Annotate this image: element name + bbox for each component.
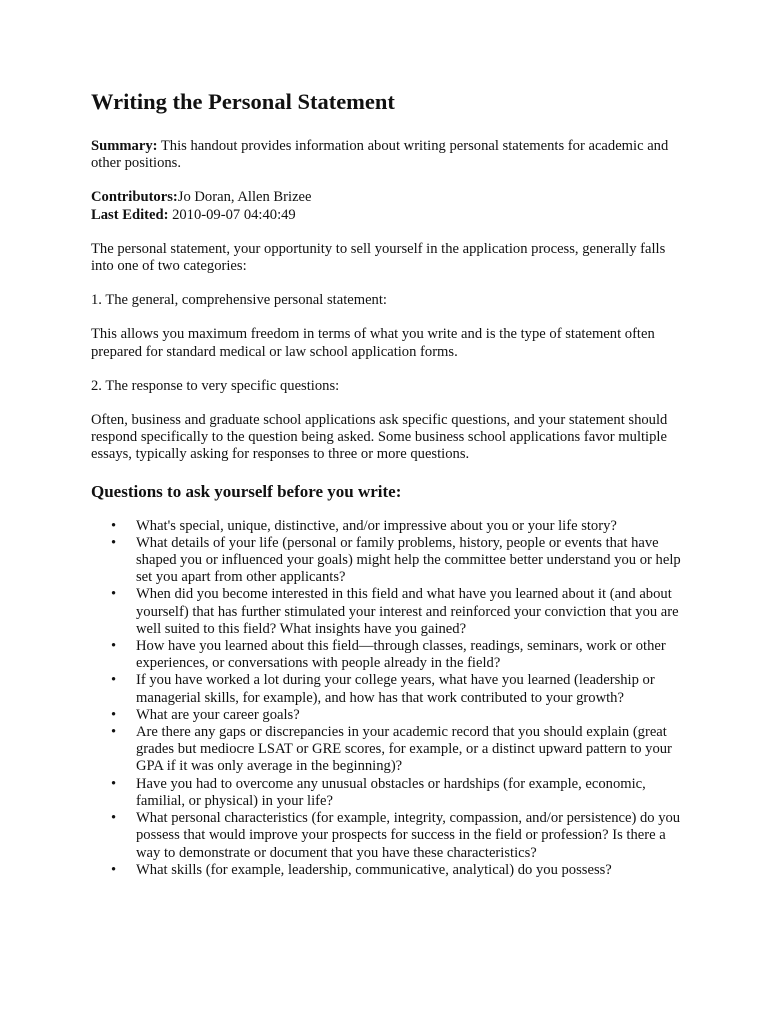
document-page: [91, 88, 691, 879]
list-item: [91, 810, 691, 862]
list-item-text: What are your career goals?: [136, 706, 300, 723]
list-item: [91, 518, 691, 535]
body-paragraph: Often, business and graduate school applications ask specific questions, and your statement should respond specifically to the question being asked. Some business school applications favor multiple essays, typically asking for responses to three or more questions.: [91, 412, 668, 463]
page-title: Writing the Personal Statement: [91, 89, 395, 114]
bullet-icon: •: [111, 672, 117, 689]
list-item: [91, 776, 691, 810]
list-item-text: What's special, unique, distinctive, and/or impressive about you or your life story?: [136, 517, 617, 534]
bullet-icon: •: [111, 586, 117, 603]
bullet-icon: •: [111, 517, 117, 534]
list-item-text: What personal characteristics (for example, integrity, compassion, and/or persistence) do you possess that would improve your prospects for success in the field or profession? Is there a way to demonstrate or document that you have these characteristics?: [136, 810, 681, 861]
bullet-icon: •: [111, 724, 117, 741]
list-item: [91, 724, 691, 776]
bullet-icon: •: [111, 810, 117, 827]
list-item-text: Are there any gaps or discrepancies in your academic record that you should explain (great grades but mediocre LSAT or GRE scores, for example, or a distinct upward pattern to your GPA if it was only average in the beginning)?: [136, 724, 672, 775]
body-paragraph: 2. The response to very specific questions:: [91, 377, 340, 394]
bullet-icon: •: [111, 706, 117, 723]
list-item: [91, 707, 691, 724]
summary: [91, 138, 691, 172]
document-meta: [91, 189, 691, 223]
last-edited-label: Last Edited:: [91, 206, 169, 223]
list-item-text: When did you become interested in this field and what have you learned about it (and about yourself) that has further stimulated your interest and reinforced your conviction that you are well suited to this field? What insights have you gained?: [136, 586, 679, 637]
list-item-text: How have you learned about this field—through classes, readings, seminars, work or other experiences, or conversations with people already in the field?: [136, 638, 666, 672]
body-paragraph: 1. The general, comprehensive personal statement:: [91, 292, 387, 309]
last-edited: [91, 207, 691, 224]
list-item-text: Have you had to overcome any unusual obstacles or hardships (for example, economic, familial, or physical) in your life?: [136, 775, 646, 809]
body-paragraph: The personal statement, your opportunity to sell yourself in the application process, generally falls into one of two categories:: [91, 240, 666, 275]
bullet-icon: •: [111, 861, 117, 878]
summary-text: This handout provides information about writing personal statements for academic and other positions.: [91, 138, 669, 172]
list-item: [91, 535, 691, 587]
list-item-text: What skills (for example, leadership, communicative, analytical) do you possess?: [136, 861, 612, 878]
bullet-icon: •: [111, 534, 117, 551]
list-item-text: If you have worked a lot during your college years, what have you learned (leadership or managerial skills, for example), and how has that work contributed to your growth?: [136, 672, 655, 706]
bullet-icon: •: [111, 638, 117, 655]
bullet-icon: •: [111, 775, 117, 792]
contributors-label: Contributors:: [91, 189, 178, 206]
contributors: [91, 189, 691, 206]
questions-heading: Questions to ask yourself before you write:: [91, 481, 402, 501]
questions-list: [91, 518, 691, 879]
summary-label: Summary:: [91, 138, 158, 154]
list-item: [91, 862, 691, 879]
last-edited-text: 2010-09-07 04:40:49: [168, 206, 296, 223]
list-item: [91, 672, 691, 706]
list-item-text: What details of your life (personal or family problems, history, people or events that have shaped you or influenced your goals) might help the committee better understand you or help set you apart from other applicants?: [136, 534, 681, 586]
list-item: [91, 638, 691, 672]
contributors-text: Jo Doran, Allen Brizee: [177, 189, 312, 206]
list-item: [91, 586, 691, 638]
body-paragraph: This allows you maximum freedom in terms of what you write and is the type of statement often prepared for standard medical or law school application forms.: [91, 326, 655, 360]
